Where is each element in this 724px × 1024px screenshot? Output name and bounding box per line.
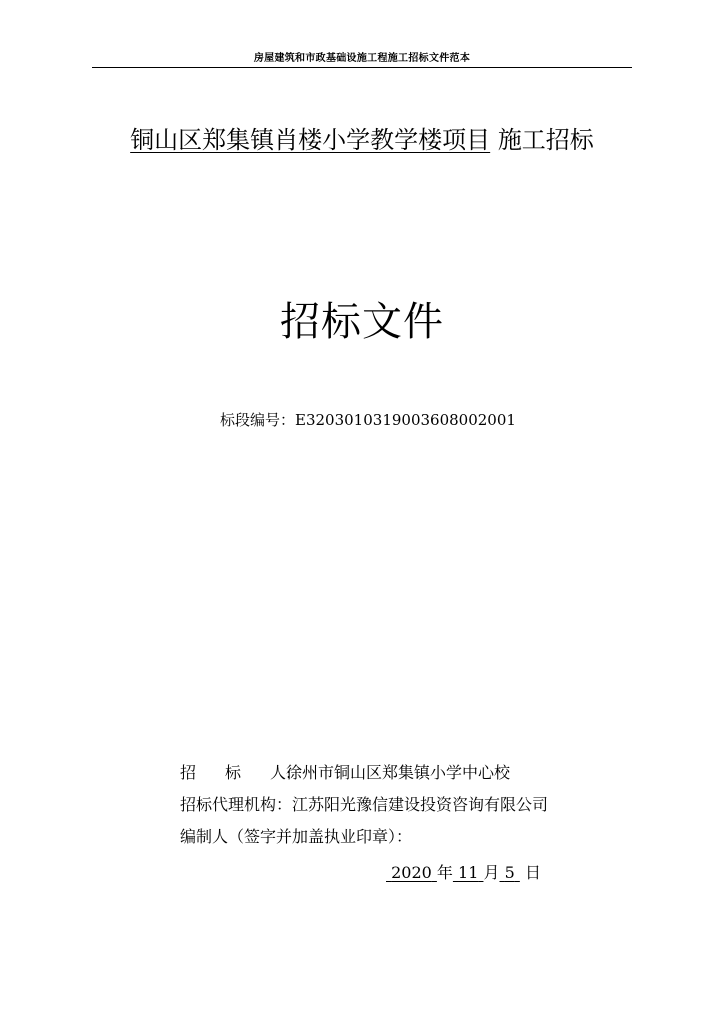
date-month-value: 11 [458, 863, 479, 882]
project-name: 铜山区郑集镇肖楼小学教学楼项目 [130, 126, 491, 154]
date-month-unit: 月 [483, 863, 500, 882]
section-code-value: E3203010319003608002001 [295, 411, 516, 429]
agency-value: 江苏阳光豫信建设投资咨询有限公司 [292, 795, 549, 814]
date-day-value: 5 [504, 863, 515, 882]
date-day-unit: 日 [524, 863, 541, 882]
tenderer-label-char-1: 招 [180, 763, 197, 782]
agency-line [180, 792, 548, 818]
tenderer-line [180, 760, 510, 786]
date-month [453, 863, 484, 882]
date-year-unit: 年 [436, 863, 453, 882]
date-line [386, 860, 541, 886]
tenderer-label-char-3: 人: [270, 763, 292, 782]
date-day [499, 863, 519, 882]
tenderer-label [180, 760, 292, 786]
preparer-line [180, 824, 412, 850]
section-code [220, 408, 516, 432]
project-suffix: 施工招标 [497, 126, 594, 154]
tenderer-value: 徐州市铜山区郑集镇小学中心校 [286, 763, 511, 782]
agency-label: 招标代理机构： [180, 795, 293, 814]
date-year [386, 863, 437, 882]
running-header: 房屋建筑和市政基础设施工程施工招标文件范本 [253, 53, 471, 64]
project-title [0, 120, 724, 160]
tenderer-label-char-2: 标 [225, 763, 242, 782]
section-code-label: 标段编号： [220, 411, 296, 429]
header-rule [92, 67, 632, 68]
document-title: 招标文件 [280, 299, 444, 345]
date-year-value: 2020 [391, 863, 432, 882]
preparer-label: 编制人（签字并加盖执业印章）： [180, 827, 413, 846]
